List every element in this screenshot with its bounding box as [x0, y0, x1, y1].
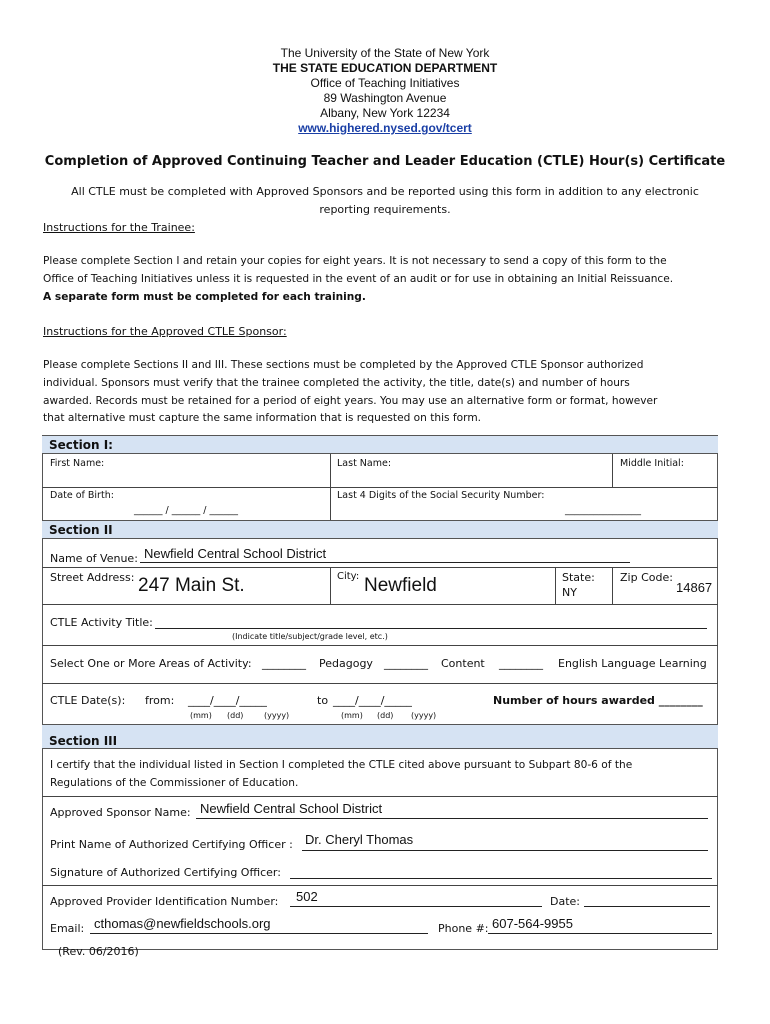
signature-label: Signature of Authorized Certifying Officer: — [50, 866, 281, 879]
email-label: Email: — [50, 922, 85, 935]
from-date-field[interactable]: ____/____/_____ — [188, 694, 267, 707]
venue-field[interactable]: Newfield Central School District — [144, 546, 327, 561]
sponsor-instructions-2: individual. Sponsors must verify that the trainee completed the activity, the title, date(s) and number of hours — [43, 377, 630, 389]
from-label: from: — [145, 694, 175, 707]
to-yyyy-hint: (yyyy) — [411, 711, 437, 720]
phone-label: Phone #: — [438, 922, 489, 935]
middle-initial-label: Middle Initial: — [620, 458, 684, 469]
zip-field[interactable]: 14867 — [676, 580, 713, 595]
hours-awarded-field[interactable]: Number of hours awarded ________ — [493, 694, 703, 707]
sponsor-name-field[interactable]: Newfield Central School District — [200, 801, 383, 816]
signature-field[interactable] — [290, 878, 712, 879]
form-title: Completion of Approved Continuing Teacher and Leader Education (CTLE) Hour(s) Certificate — [44, 154, 726, 169]
intro-text-1: All CTLE must be completed with Approved Sponsors and be reported using this form in addition to any electronic — [71, 185, 699, 198]
sponsor-instructions-heading: Instructions for the Approved CTLE Sponsor: — [43, 325, 287, 338]
website-link[interactable]: www.highered.nysed.gov/tcert — [298, 121, 472, 135]
city-label: City: — [337, 571, 360, 582]
ctle-dates-label: CTLE Date(s): — [50, 694, 126, 707]
department-name: THE STATE EDUCATION DEPARTMENT — [272, 61, 498, 75]
to-mm-hint: (mm) — [341, 711, 363, 720]
ell-checkbox[interactable]: ________ — [499, 657, 543, 670]
university-name: The University of the State of New York — [280, 46, 490, 60]
street-address-field[interactable]: 247 Main St. — [138, 575, 245, 596]
state-label: State: — [562, 571, 595, 584]
date-label: Date: — [550, 895, 580, 908]
date-field[interactable] — [584, 906, 710, 907]
areas-label: Select One or More Areas of Activity: — [50, 657, 252, 670]
email-field[interactable]: cthomas@newfieldschools.org — [94, 916, 271, 931]
sponsor-instructions-4: that alternative must capture the same information that is requested on this form. — [43, 412, 482, 424]
pedagogy-checkbox[interactable]: ________ — [262, 657, 306, 670]
sponsor-instructions-1: Please complete Sections II and III. These sections must be completed by the Approved CTLE Sponsor authorized — [43, 359, 644, 371]
activity-title-field[interactable] — [155, 628, 707, 629]
trainee-instructions-heading: Instructions for the Trainee: — [43, 221, 195, 234]
section-2-header: Section II — [42, 520, 718, 539]
pedagogy-label: Pedagogy — [319, 657, 373, 670]
from-yyyy-hint: (yyyy) — [264, 711, 290, 720]
sponsor-name-label: Approved Sponsor Name: — [50, 806, 191, 819]
office-name: Office of Teaching Initiatives — [310, 76, 460, 90]
to-date-field[interactable]: ____/____/_____ — [333, 694, 412, 707]
trainee-instructions-3: A separate form must be completed for each training. — [43, 291, 366, 303]
intro-text-2: reporting requirements. — [319, 203, 451, 216]
section-1-header: Section I: — [42, 435, 718, 454]
first-name-label: First Name: — [50, 458, 105, 469]
from-mm-hint: (mm) — [190, 711, 212, 720]
street-address-label: Street Address: — [50, 571, 135, 584]
content-label: Content — [441, 657, 485, 670]
ssn-label: Last 4 Digits of the Social Security Number: — [337, 490, 545, 501]
venue-label: Name of Venue: — [50, 552, 138, 565]
provider-id-label: Approved Provider Identification Number: — [50, 895, 279, 908]
certify-text-1: I certify that the individual listed in Section I completed the CTLE cited above pursuant to Subpart 80-6 of the — [50, 759, 633, 771]
provider-id-field[interactable]: 502 — [296, 889, 318, 904]
last-name-label: Last Name: — [337, 458, 392, 469]
trainee-instructions-1: Please complete Section I and retain your copies for eight years. It is not necessary to send a copy of this form to the — [43, 255, 667, 267]
city-address: Albany, New York 12234 — [320, 106, 450, 120]
revision-note: (Rev. 06/2016) — [58, 945, 139, 958]
ssn-field[interactable]: ________________ — [565, 505, 641, 516]
officer-name-label: Print Name of Authorized Certifying Officer : — [50, 838, 293, 851]
sponsor-instructions-3: awarded. Records must be retained for a period of eight years. You may use an alternative form or format, however — [43, 395, 658, 407]
officer-name-field[interactable]: Dr. Cheryl Thomas — [305, 832, 414, 847]
state-field[interactable]: NY — [562, 586, 577, 599]
from-dd-hint: (dd) — [227, 711, 244, 720]
trainee-instructions-2: Office of Teaching Initiatives unless it is requested in the event of an audit or for use in obtaining an Initial Reissuance. — [43, 273, 674, 285]
city-field[interactable]: Newfield — [364, 575, 437, 596]
activity-title-label: CTLE Activity Title: — [50, 616, 153, 629]
certify-text-2: Regulations of the Commissioner of Education. — [50, 777, 299, 789]
phone-field[interactable]: 607-564-9955 — [492, 916, 573, 931]
dob-field[interactable]: ______ / ______ / ______ — [134, 505, 238, 516]
dob-label: Date of Birth: — [50, 490, 114, 501]
section-3-header: Section III — [42, 724, 718, 749]
content-checkbox[interactable]: ________ — [384, 657, 428, 670]
activity-title-hint: (Indicate title/subject/grade level, etc.) — [232, 632, 388, 641]
street-address: 89 Washington Avenue — [323, 91, 447, 105]
zip-label: Zip Code: — [620, 571, 673, 584]
to-dd-hint: (dd) — [377, 711, 394, 720]
to-label: to — [317, 694, 329, 707]
ell-label: English Language Learning — [558, 657, 707, 670]
